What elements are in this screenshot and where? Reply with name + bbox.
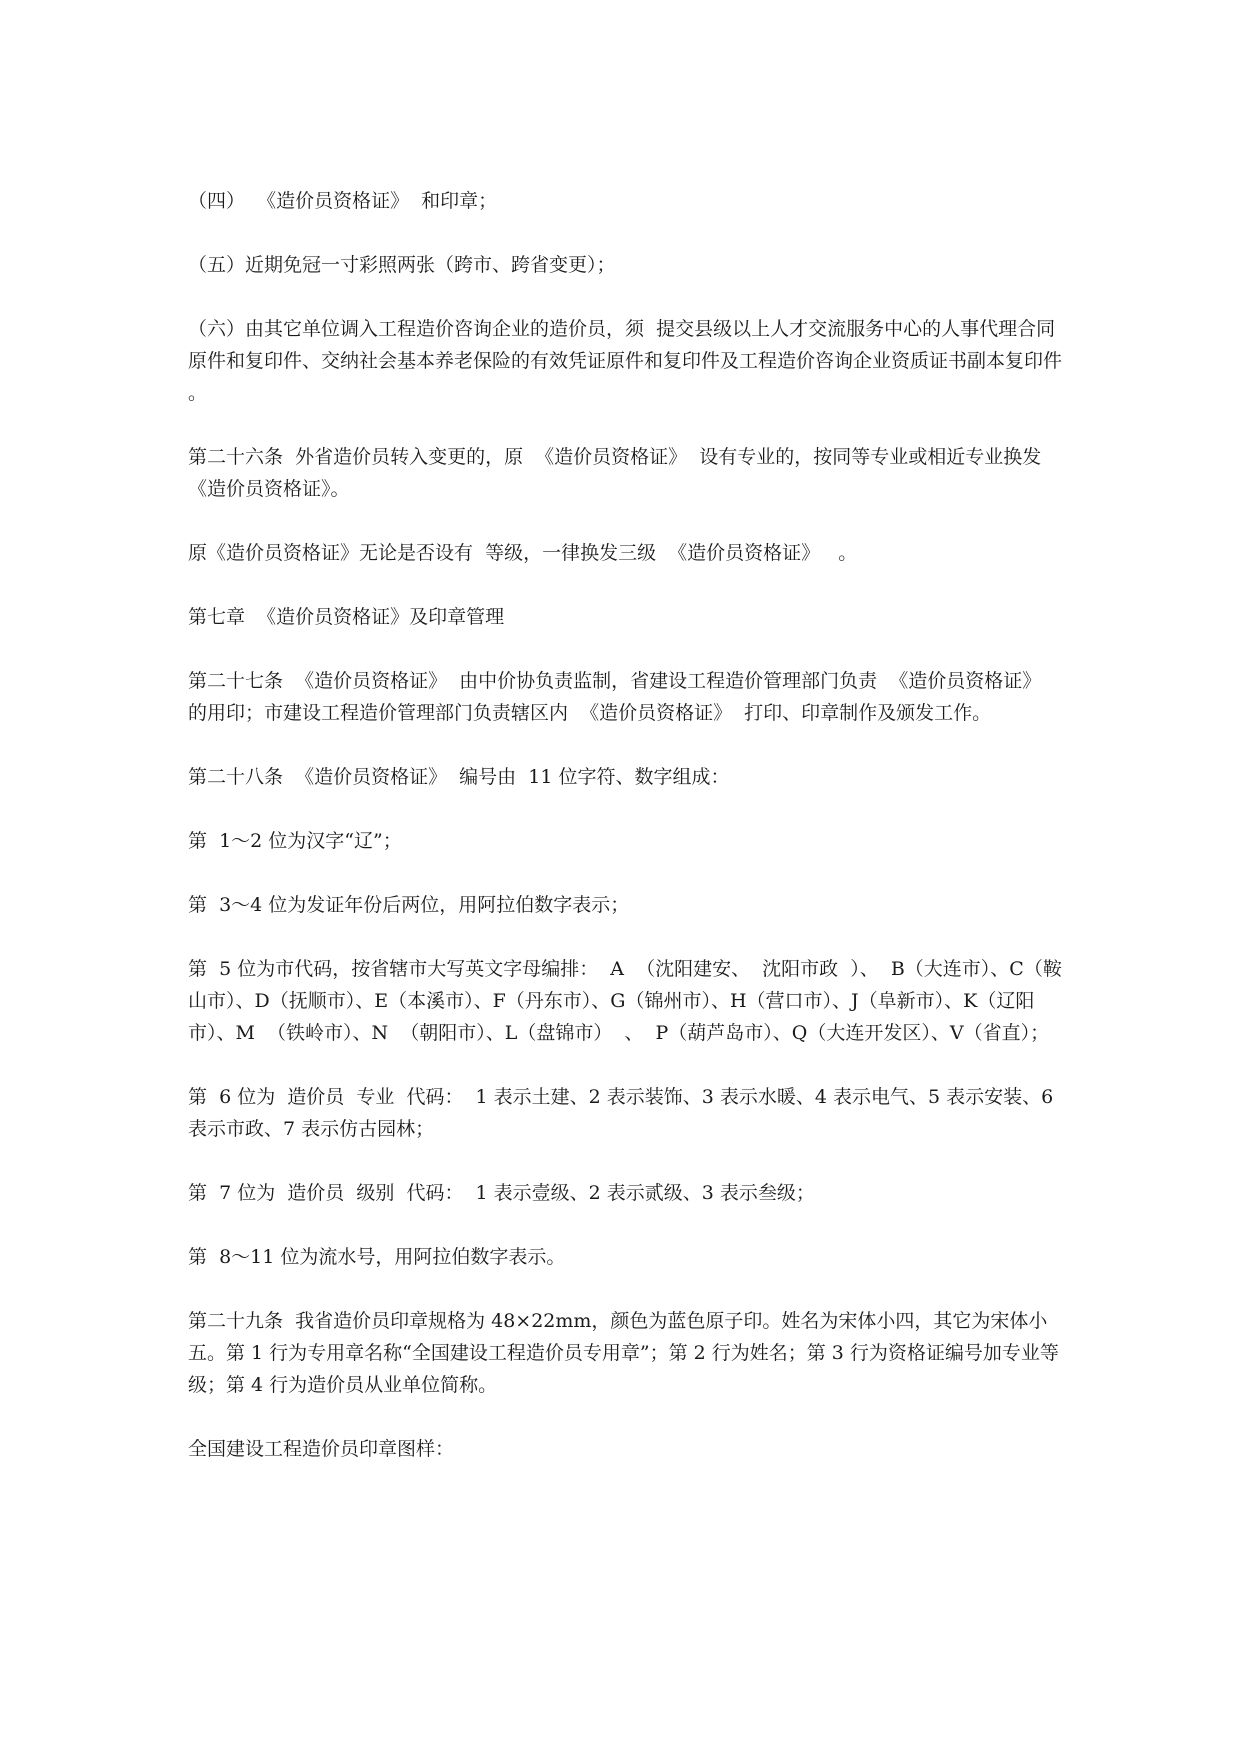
code-digit-7: 第 7 位为 造价员 级别 代码： 1 表示壹级、2 表示贰级、3 表示叁级；: [188, 1182, 815, 1204]
code-digit-5: 第 5 位为市代码，按省辖市大写英文字母编排： A （沈阳建安、 沈阳市政 ）、 B（大连市）、C（鞍山市）、D（抚顺市）、E（本溪市）、F（丹东市）、G（锦州市）、H（营口市）、J（阜新市）、K（辽阳市）、M （铁岭市）、N （朝阳市）、L（盘锦市） 、 P（葫芦岛市）、Q（大连开发区）、V（省直）；: [188, 958, 1062, 1044]
paragraph-item-4: （四） 《造价员资格证》 和印章；: [188, 190, 498, 212]
document-body: [188, 185, 1075, 1465]
code-digits-8-11: 第 8～11 位为流水号，用阿拉伯数字表示。: [188, 1246, 566, 1268]
article-26: 第二十六条 外省造价员转入变更的，原 《造价员资格证》 设有专业的，按同等专业或相近专业换发 《造价员资格证》。: [188, 446, 1054, 500]
article-29: 第二十九条 我省造价员印章规格为 48×22mm，颜色为蓝色原子印。姓名为宋体小四，其它为宋体小五。第 1 行为专用章名称“全国建设工程造价员专用章”；第 2 行为姓名；第 3 行为资格证编号加专业等级；第 4 行为造价员从业单位简称。: [188, 1310, 1059, 1396]
article-26-note: 原《造价员资格证》无论是否设有 等级，一律换发三级 《造价员资格证》 。: [188, 542, 858, 564]
chapter-7-heading: 第七章 《造价员资格证》及印章管理: [188, 606, 505, 628]
paragraph-item-5: （五）近期免冠一寸彩照两张（跨市、跨省变更）；: [188, 254, 616, 276]
article-27: 第二十七条 《造价员资格证》 由中价协负责监制，省建设工程造价管理部门负责 《造价员资格证》 的用印；市建设工程造价管理部门负责辖区内 《造价员资格证》 打印、印章制作及颁发工作。: [188, 670, 1054, 724]
code-digits-1-2: 第 1～2 位为汉字“辽”；: [188, 830, 402, 852]
seal-sample-heading: 全国建设工程造价员印章图样：: [188, 1438, 455, 1460]
code-digits-3-4: 第 3～4 位为发证年份后两位，用阿拉伯数字表示；: [188, 894, 630, 916]
article-28: 第二十八条 《造价员资格证》 编号由 11 位字符、数字组成：: [188, 766, 730, 788]
code-digit-6: 第 6 位为 造价员 专业 代码： 1 表示土建、2 表示装饰、3 表示水暖、4 表示电气、5 表示安装、6 表示市政、7 表示仿古园林；: [188, 1086, 1060, 1140]
paragraph-item-6: （六）由其它单位调入工程造价咨询企业的造价员，须 提交县级以上人才交流服务中心的人事代理合同原件和复印件、交纳社会基本养老保险的有效凭证原件和复印件及工程造价咨询企业资质证书副本复印件 。: [188, 318, 1075, 404]
